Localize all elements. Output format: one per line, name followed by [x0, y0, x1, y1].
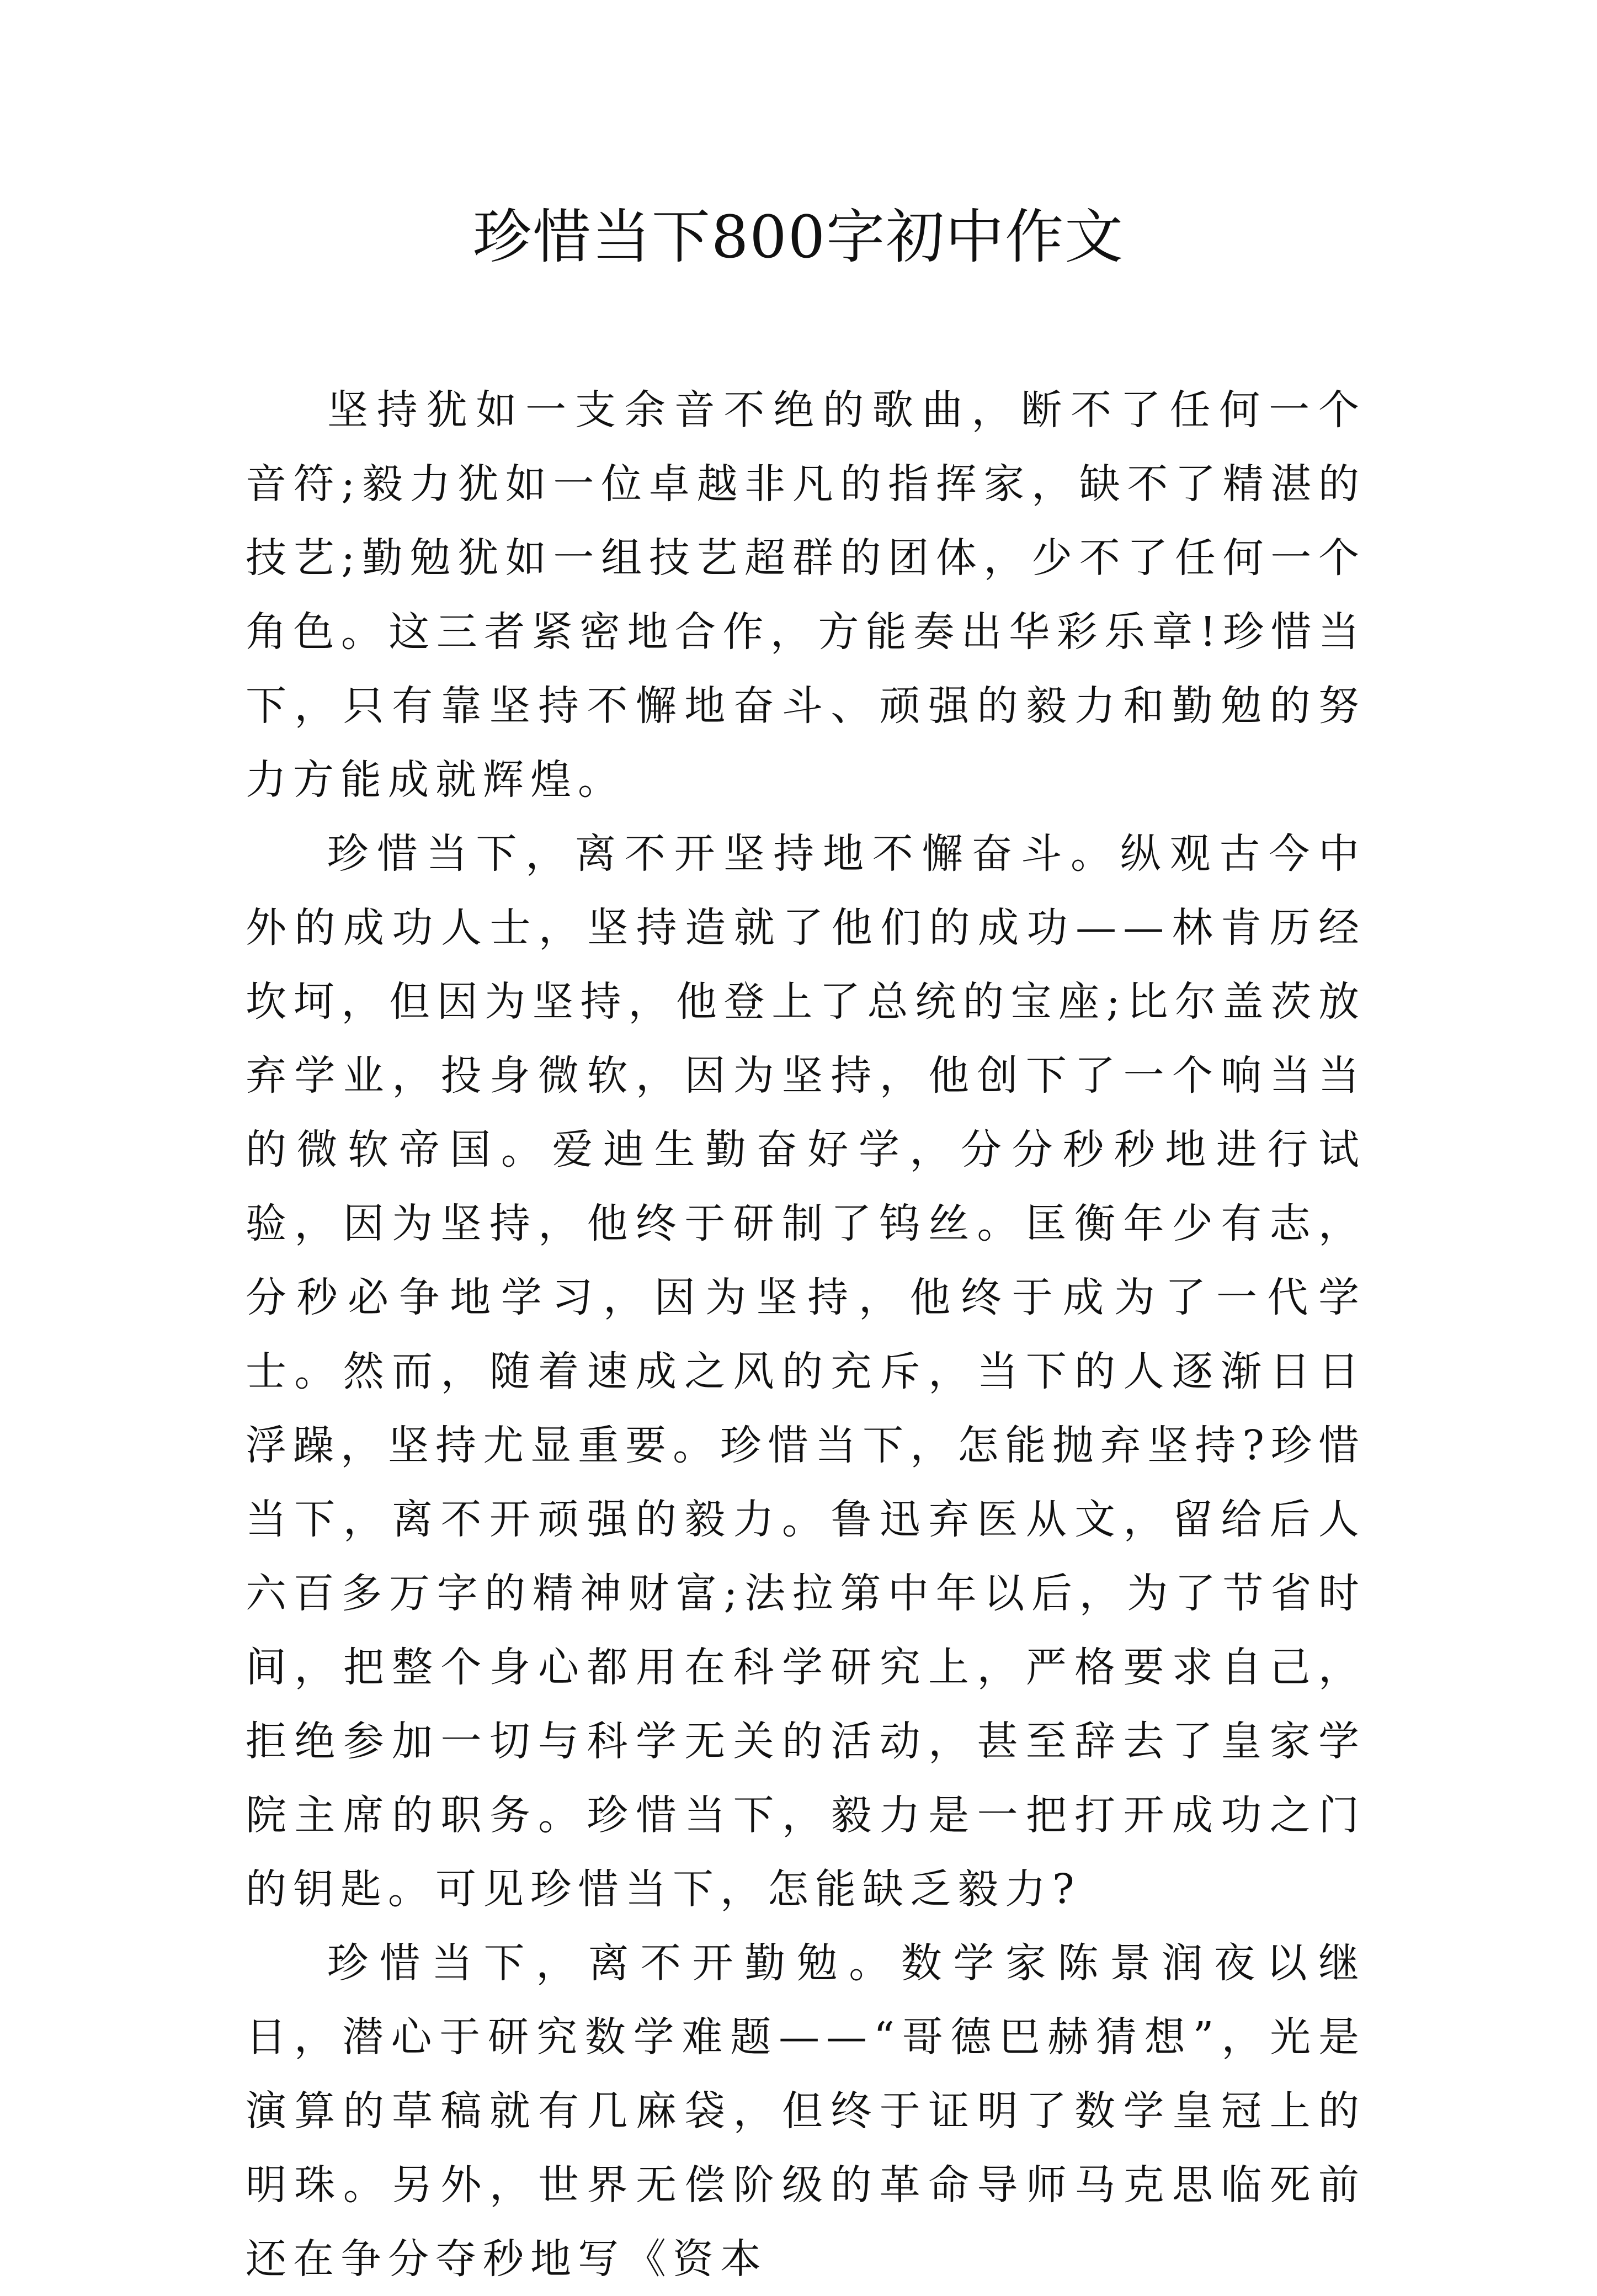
paragraph-3: 珍惜当下，离不开勤勉。数学家陈景润夜以继日，潜心于研究数学难题——“哥德巴赫猜想”，光是演算的草稿就有几麻袋，但终于证明了数学皇冠上的明珠。另外，世界无偿阶级的革命导师马克思临死前还在争分夺秒地写《资本: [246, 1939, 1366, 2283]
paragraph-1: 坚持犹如一支余音不绝的歌曲，断不了任何一个音符;毅力犹如一位卓越非凡的指挥家，缺不了精湛的技艺;勤勉犹如一组技艺超群的团体，少不了任何一个角色。这三者紧密地合作，方能奏出华彩乐章!珍惜当下，只有靠坚持不懈地奋斗、顽强的毅力和勤勉的努力方能成就辉煌。: [246, 386, 1366, 804]
paragraph-2: 珍惜当下，离不开坚持地不懈奋斗。纵观古今中外的成功人士，坚持造就了他们的成功——林肯历经坎坷，但因为坚持，他登上了总统的宝座;比尔盖茨放弃学业，投身微软，因为坚持，他创下了一个响当当的微软帝国。爱迪生勤奋好学，分分秒秒地进行试验，因为坚持，他终于研制了钨丝。匡衡年少有志，分秒必争地学习，因为坚持，他终于成为了一代学士。然而，随着速成之风的充斥，当下的人逐渐日日浮躁，坚持尤显重要。珍惜当下，怎能抛弃坚持?珍惜当下，离不开顽强的毅力。鲁迅弃医从文，留给后人六百多万字的精神财富;法拉第中年以后，为了节省时间，把整个身心都用在科学研究上，严格要求自己，拒绝参加一切与科学无关的活动，甚至辞去了皇家学院主席的职务。珍惜当下，毅力是一把打开成功之门的钥匙。可见珍惜当下，怎能缺乏毅力?: [246, 830, 1366, 1913]
document-title: 珍惜当下800字初中作文: [472, 203, 1125, 271]
document-body: [246, 373, 1366, 2296]
